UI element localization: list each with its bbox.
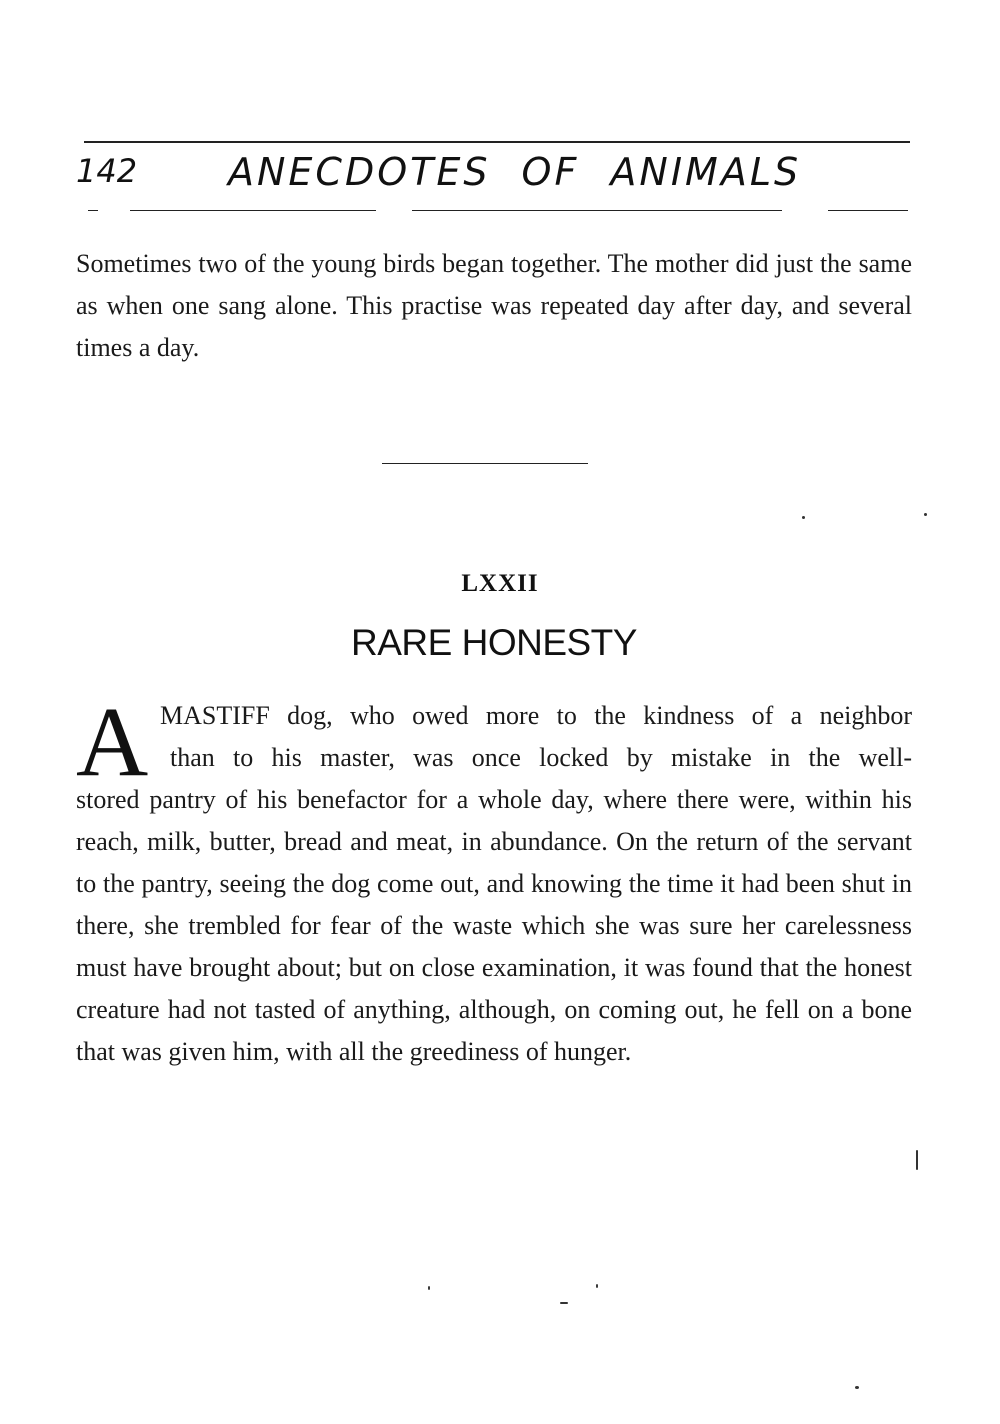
scan-speck (560, 1302, 568, 1304)
chapter-body (76, 686, 912, 1073)
scan-speck (802, 516, 805, 519)
page-number: 142 (76, 152, 138, 190)
scan-speck (428, 1286, 430, 1290)
running-head (76, 150, 916, 200)
running-title: ANECDOTES OF ANIMALS (228, 150, 802, 194)
scan-speck (916, 1150, 918, 1170)
header-top-rule (84, 141, 910, 143)
header-bottom-rule-seg (828, 210, 908, 211)
chapter-text-line-2: than to his master, was once locked by mistake in the well- (170, 743, 912, 772)
scan-speck (596, 1284, 598, 1288)
chapter-text-rest: stored pantry of his benefactor for a whole day, where there were, within his reach, milk, butter, bread and meat, in abundance. On the return of the servant to the pantry, seeing the dog come out, and knowing the time it had been shut in there, she trembled for fear of the waste which she was sure her carelessness must have brought about; but on close examination, it was found that the honest creature had not tasted of anything, although, on coming out, he fell on a bone that was given him, with all the greediness of hunger. (76, 785, 912, 1066)
header-bottom-rule-seg (412, 210, 782, 211)
continuation-paragraph: Sometimes two of the young birds began together. The mother did just the same as when one sang alone. This practise was repeated day after day, and several times a day. (76, 249, 912, 362)
header-bottom-rule-seg (130, 210, 376, 211)
drop-cap: A (76, 686, 149, 797)
scan-speck (924, 513, 927, 516)
header-bottom-rule (88, 210, 98, 211)
chapter-title: RARE HONESTY (351, 622, 637, 663)
chapter-text (76, 686, 912, 1073)
section-divider (382, 463, 588, 464)
chapter-number: LXXII (461, 570, 539, 597)
scan-speck (855, 1386, 859, 1389)
chapter-text-line-1: MASTIFF dog, who owed more to the kindness of a neighbor (160, 701, 912, 730)
